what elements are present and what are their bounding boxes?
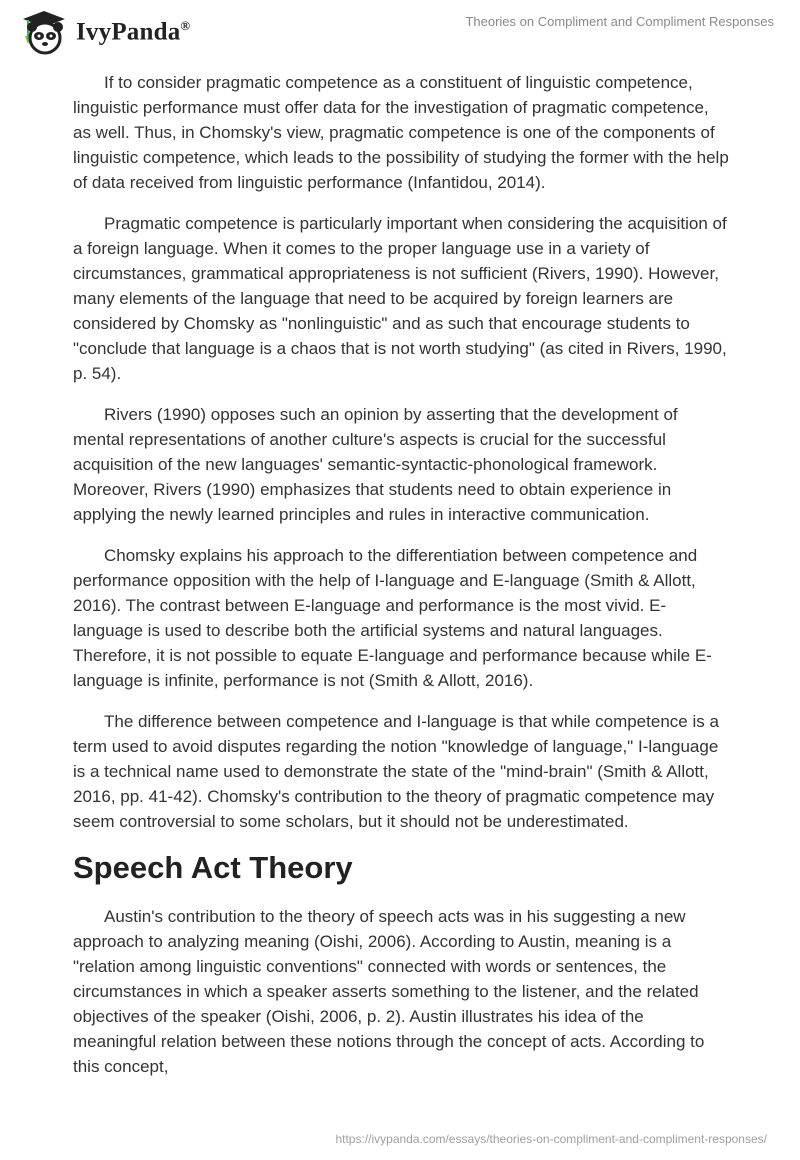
ivypanda-logo[interactable] bbox=[20, 8, 190, 56]
source-url[interactable]: https://ivypanda.com/essays/theories-on-compliment-and-compliment-responses/ bbox=[335, 1132, 767, 1146]
paragraph: Chomsky explains his approach to the differentiation between competence and performance opposition with the help of I-language and E-language (Smith & Allott, 2016). The contrast between E-language and performance is the most vivid. E-language is used to describe both the artificial systems and natural languages. Therefore, it is not possible to equate E-language and performance because while E-language is infinite, performance is not (Smith & Allott, 2016). bbox=[73, 546, 712, 690]
paragraph: If to consider pragmatic competence as a constituent of linguistic competence, linguistic performance must offer data for the investigation of pragmatic competence, as well. Thus, in Chomsky's view, pragmatic competence is one of the components of linguistic competence, which leads to the possibility of studying the former with the help of data received from linguistic performance (Infantidou, 2014). bbox=[73, 73, 729, 192]
paragraph: The difference between competence and I-language is that while competence is a term used to avoid disputes regarding the notion "knowledge of language," I-language is a technical name used to demonstrate the state of the "mind-brain" (Smith & Allott, 2016, pp. 41-42). Chomsky's contribution to the theory of pragmatic competence may seem controversial to some scholars, but it should not be underestimated. bbox=[73, 712, 719, 831]
panda-graduate-icon bbox=[20, 8, 68, 56]
document-title: Theories on Compliment and Compliment Responses bbox=[465, 14, 774, 29]
paragraph: Rivers (1990) opposes such an opinion by asserting that the development of mental representations of another culture's aspects is crucial for the successful acquisition of the new languages' semantic-syntactic-phonological framework. Moreover, Rivers (1990) emphasizes that students need to obtain experience in applying the newly learned principles and rules in interactive communication. bbox=[73, 405, 678, 524]
brand-name: IvyPanda® bbox=[76, 17, 191, 46]
essay-content bbox=[73, 70, 729, 1095]
section-heading: Speech Act Theory bbox=[73, 850, 353, 885]
paragraph: Pragmatic competence is particularly important when considering the acquisition of a foreign language. When it comes to the proper language use in a variety of circumstances, grammatical appropriateness is not sufficient (Rivers, 1990). However, many elements of the language that need to be acquired by foreign learners are considered by Chomsky as "nonlinguistic" and as such that encourage students to "conclude that language is a chaos that is not worth studying" (as cited in Rivers, 1990, p. 54). bbox=[73, 214, 727, 383]
paragraph: Austin's contribution to the theory of speech acts was in his suggesting a new approach to analyzing meaning (Oishi, 2006). According to Austin, meaning is a "relation among linguistic conventions" connected with words or sentences, the circumstances in which a speaker asserts something to the listener, and the related objectives of the speaker (Oishi, 2006, p. 2). Austin illustrates his idea of the meaningful relation between these notions through the concept of acts. According to this concept, bbox=[73, 907, 705, 1076]
